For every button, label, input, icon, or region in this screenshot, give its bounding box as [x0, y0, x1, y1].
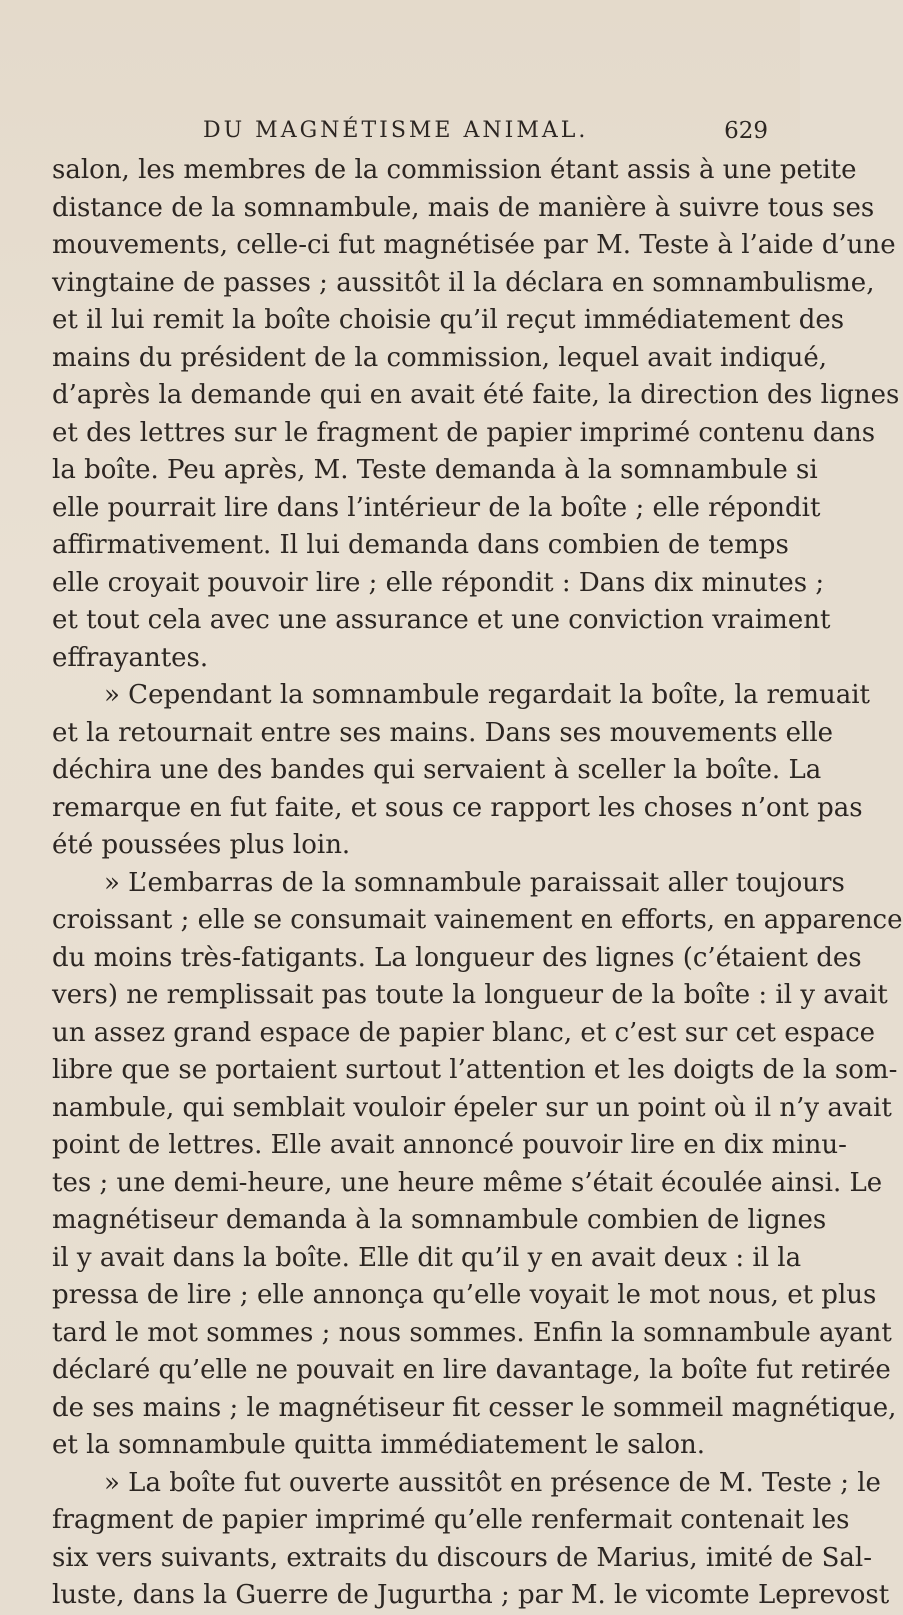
text-line: libre que se portaient surtout l’attention et les doigts de la som- [52, 1055, 898, 1085]
text-line: mains du président de la commission, lequel avait indiqué, [52, 342, 828, 373]
text-line: fragment de papier imprimé qu’elle renfermait contenait les [52, 1505, 850, 1535]
text-line: six vers suivants, extraits du discours de Marius, imité de Sal- [52, 1542, 872, 1573]
page-number: 629 [724, 118, 768, 144]
text-line: pressa de lire ; elle annonça qu’elle voyait le mot nous, et plus [52, 1280, 877, 1310]
text-line: déchira une des bandes qui servaient à sceller la boîte. La [52, 755, 822, 785]
text-line: de ses mains ; le magnétiseur fit cesser le sommeil magnétique, [52, 1392, 897, 1423]
text-line: » L’embarras de la somnambule paraissait aller toujours [104, 867, 845, 898]
text-line: et la retournait entre ses mains. Dans ses mouvements elle [52, 717, 834, 748]
text-line: croissant ; elle se consumait vainement en efforts, en apparence [52, 905, 903, 935]
body-text [52, 152, 903, 1615]
running-head: DU MAGNÉTISME ANIMAL. [203, 118, 589, 143]
text-line: » La boîte fut ouverte aussitôt en présence de M. Teste ; le [104, 1467, 881, 1498]
text-line: et il lui remit la boîte choisie qu’il reçut immédiatement des [52, 305, 845, 335]
text-line: il y avait dans la boîte. Elle dit qu’il y en avait deux : il la [52, 1242, 802, 1273]
text-line: et tout cela avec une assurance et une conviction vraiment [52, 605, 831, 635]
text-line: du moins très-fatigants. La longueur des lignes (c’étaient des [52, 942, 862, 973]
text-line: vingtaine de passes ; aussitôt il la déclara en somnambulisme, [52, 267, 875, 298]
text-line: vers) ne remplissait pas toute la longueur de la boîte : il y avait [52, 980, 888, 1010]
text-line: point de lettres. Elle avait annoncé pouvoir lire en dix minu- [52, 1130, 847, 1160]
text-line: » Cependant la somnambule regardait la boîte, la remuait [104, 680, 870, 710]
text-line: déclaré qu’elle ne pouvait en lire davantage, la boîte fut retirée [52, 1355, 891, 1385]
text-line: elle croyait pouvoir lire ; elle répondit : Dans dix minutes ; [52, 567, 825, 598]
text-line: tard le mot sommes ; nous sommes. Enfin la somnambule ayant [52, 1317, 892, 1348]
text-line: et la somnambule quitta immédiatement le salon. [52, 1430, 706, 1460]
text-line: et des lettres sur le fragment de papier imprimé contenu dans [52, 417, 876, 448]
text-line: magnétiseur demanda à la somnambule combien de lignes [52, 1205, 827, 1235]
text-line: mouvements, celle-ci fut magnétisée par M. Teste à l’aide d’une [52, 230, 896, 260]
text-line: un assez grand espace de papier blanc, et c’est sur cet espace [52, 1017, 876, 1048]
text-line: salon, les membres de la commission étant assis à une petite [52, 155, 857, 185]
text-line: tes ; une demi-heure, une heure même s’était écoulée ainsi. Le [52, 1167, 883, 1198]
text-line: elle pourrait lire dans l’intérieur de la boîte ; elle répondit [52, 492, 821, 523]
text-line: la boîte. Peu après, M. Teste demanda à la somnambule si [52, 455, 818, 485]
text-line: remarque en fut faite, et sous ce rapport les choses n’ont pas [52, 792, 863, 823]
text-line: affirmativement. Il lui demanda dans combien de temps [52, 530, 789, 560]
text-line: nambule, qui semblait vouloir épeler sur un point où il n’y avait [52, 1092, 892, 1123]
text-line: distance de la somnambule, mais de manière à suivre tous ses [52, 192, 875, 223]
text-line: luste, dans la Guerre de Jugurtha ; par M. le vicomte Leprevost [52, 1580, 890, 1610]
text-line: été poussées plus loin. [52, 830, 351, 860]
text-line: effrayantes. [52, 642, 209, 673]
text-line: d’après la demande qui en avait été faite, la direction des lignes [52, 380, 900, 410]
